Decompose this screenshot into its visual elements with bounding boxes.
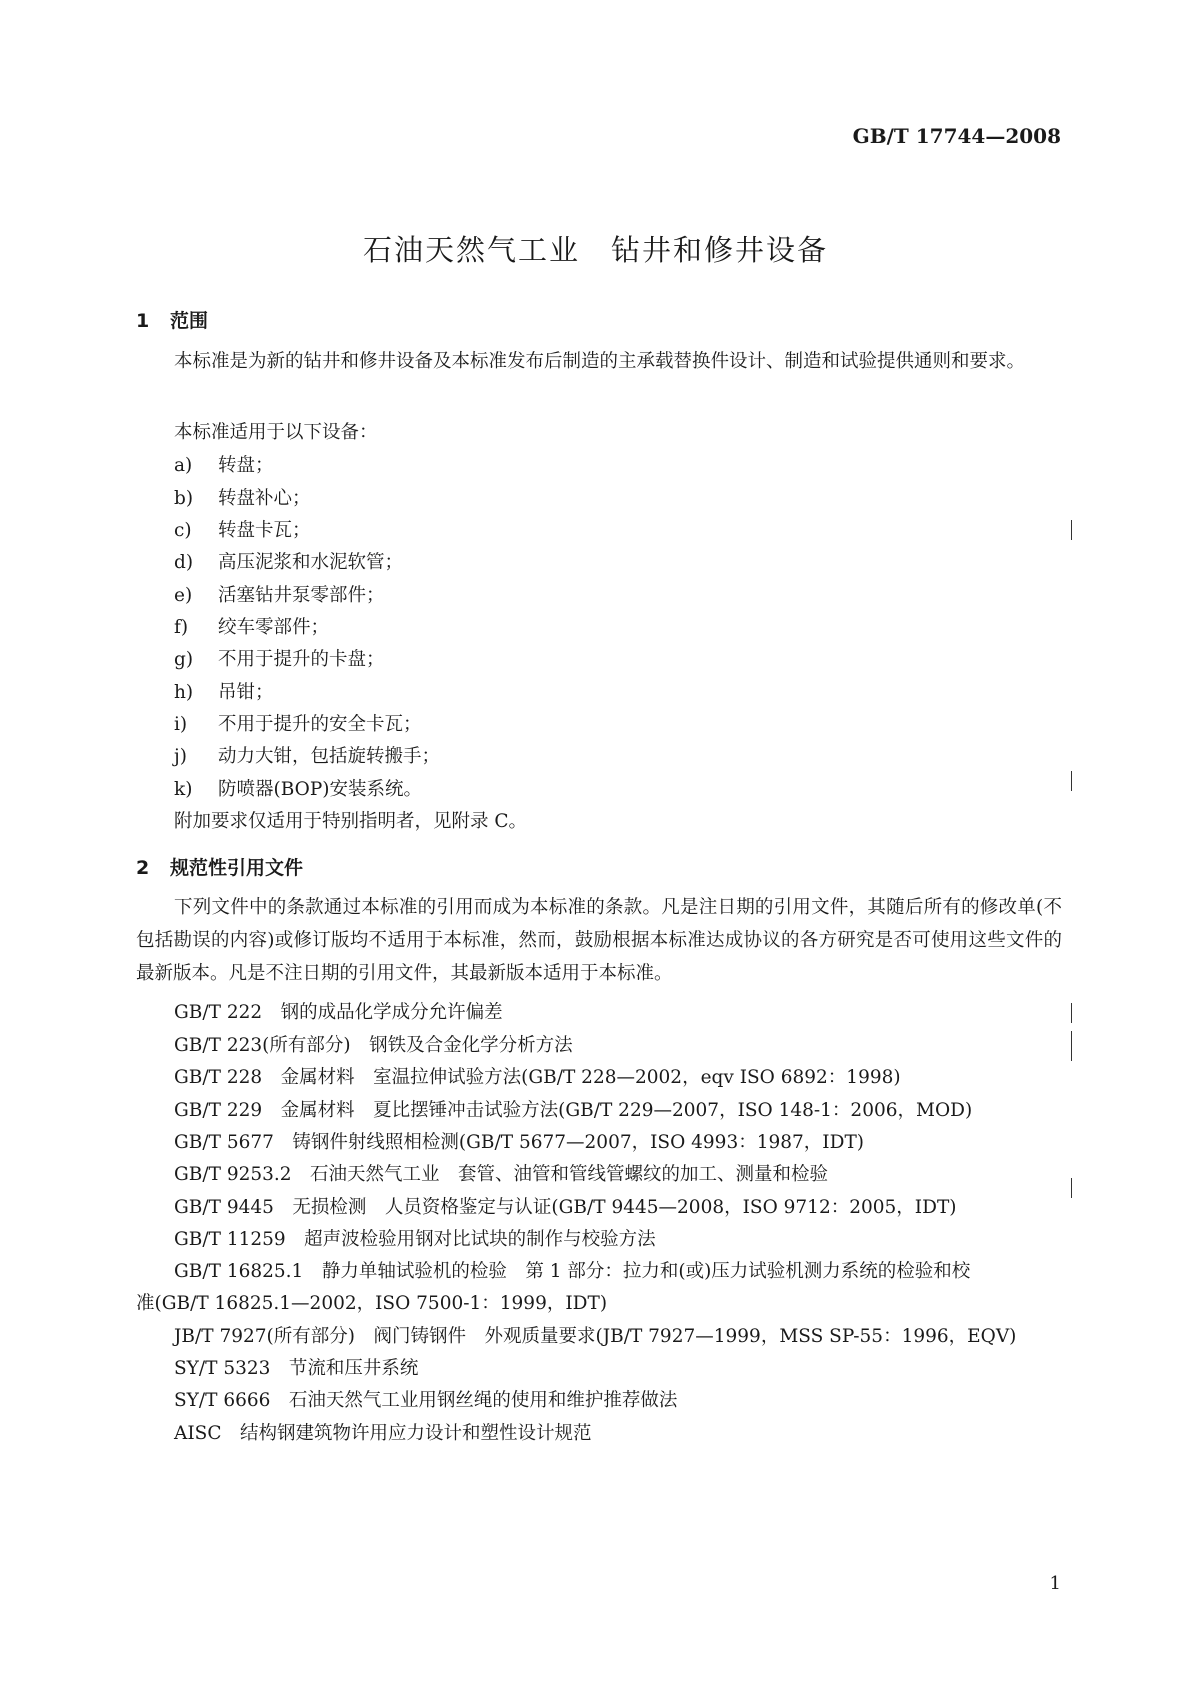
section-number: 2 [136, 857, 150, 879]
section-title: 范围 [170, 310, 209, 332]
item-text: 转盘； [218, 455, 274, 476]
list-item [174, 742, 440, 768]
item-text: 吊钳； [218, 682, 274, 703]
reference-item-continuation: 准(GB/T 16825.1—2002，ISO 7500-1：1999，IDT) [136, 1293, 608, 1314]
change-bar [1071, 1031, 1072, 1061]
reference-item: GB/T 11259 超声波检验用钢对比试块的制作与校验方法 [174, 1229, 656, 1250]
change-bar [1071, 520, 1072, 540]
list-item [174, 613, 329, 639]
item-label: k) [174, 779, 193, 800]
section-number: 1 [136, 310, 150, 332]
reference-item: AISC 结构钢建筑物许用应力设计和塑性设计规范 [174, 1423, 592, 1444]
change-bar [1071, 1178, 1072, 1198]
section-1-applies: 本标准适用于以下设备： [174, 422, 378, 443]
list-item [174, 710, 422, 736]
reference-item: SY/T 5323 节流和压井系统 [174, 1358, 419, 1379]
reference-item: GB/T 223(所有部分) 钢铁及合金化学分析方法 [174, 1035, 573, 1056]
item-label: f) [174, 617, 189, 638]
item-label: a) [174, 455, 193, 476]
item-label: h) [174, 682, 194, 703]
item-label: g) [174, 649, 194, 670]
section-1-note: 附加要求仅适用于特别指明者，见附录 C。 [174, 811, 528, 832]
item-label: b) [174, 488, 194, 509]
reference-item: SY/T 6666 石油天然气工业用钢丝绳的使用和维护推荐做法 [174, 1390, 678, 1411]
item-text: 绞车零部件； [218, 617, 330, 638]
item-text: 活塞钻井泵零部件； [218, 585, 385, 606]
reference-item: GB/T 229 金属材料 夏比摆锤冲击试验方法(GB/T 229—2007，ISO 148-1：2006，MOD) [174, 1100, 973, 1121]
section-1-intro: 本标准是为新的钻井和修井设备及本标准发布后制造的主承载替换件设计、制造和试验提供通则和要求。 [174, 351, 1026, 372]
item-text: 防喷器(BOP)安装系统。 [218, 779, 422, 800]
item-text: 不用于提升的安全卡瓦； [218, 714, 422, 735]
list-item [174, 516, 311, 542]
section-2-intro: 下列文件中的条款通过本标准的引用而成为本标准的条款。凡是注日期的引用文件，其随后所有的修改单(不包括勘误的内容)或修订版均不适用于本标准，然而，鼓励根据本标准达成协议的各方研究是否可使用这些文件的最新版本。凡是不注日期的引用文件，其最新版本适用于本标准。 [136, 897, 1062, 984]
item-label: i) [174, 714, 188, 735]
item-text: 不用于提升的卡盘； [218, 649, 385, 670]
change-bar [1071, 1003, 1072, 1023]
item-label: j) [174, 746, 187, 767]
page-number: 1 [1049, 1573, 1061, 1594]
list-item [174, 645, 385, 671]
reference-item: GB/T 5677 铸钢件射线照相检测(GB/T 5677—2007，ISO 4993：1987，IDT) [174, 1132, 865, 1153]
item-label: e) [174, 585, 193, 606]
list-item [174, 678, 274, 704]
reference-item: GB/T 222 钢的成品化学成分允许偏差 [174, 1002, 503, 1023]
change-bar [1071, 771, 1072, 791]
reference-item: GB/T 9445 无损检测 人员资格鉴定与认证(GB/T 9445—2008，ISO 9712：2005，IDT) [174, 1197, 957, 1218]
item-text: 转盘卡瓦； [218, 520, 311, 541]
list-item [174, 581, 385, 607]
list-item [174, 484, 311, 510]
reference-item: GB/T 228 金属材料 室温拉伸试验方法(GB/T 228—2002，eqv ISO 6892：1998) [174, 1067, 901, 1088]
section-2-heading [136, 853, 303, 880]
reference-item: JB/T 7927(所有部分) 阀门铸钢件 外观质量要求(JB/T 7927—1999，MSS SP-55：1996，EQV) [174, 1326, 1017, 1347]
item-text: 转盘补心； [218, 488, 311, 509]
reference-item: GB/T 16825.1 静力单轴试验机的检验 第 1 部分：拉力和(或)压力试验机测力系统的检验和校 [174, 1261, 971, 1282]
item-text: 动力大钳，包括旋转搬手； [218, 746, 441, 767]
section-1-heading [136, 306, 208, 333]
item-text: 高压泥浆和水泥软管； [218, 552, 404, 573]
section-title: 规范性引用文件 [170, 857, 304, 879]
item-label: c) [174, 520, 192, 541]
list-item [174, 548, 403, 574]
list-item [174, 451, 274, 477]
item-label: d) [174, 552, 194, 573]
document-title: 石油天然气工业 钻井和修井设备 [362, 233, 828, 267]
standard-code: GB/T 17744—2008 [852, 124, 1061, 148]
reference-item: GB/T 9253.2 石油天然气工业 套管、油管和管线管螺纹的加工、测量和检验 [174, 1164, 829, 1185]
list-item [174, 775, 422, 801]
